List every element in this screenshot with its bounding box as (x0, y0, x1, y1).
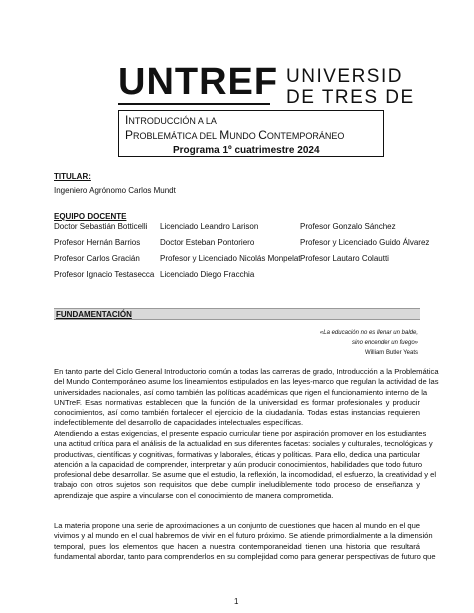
course-title-line-2 (125, 129, 344, 143)
logo-subtitle-line-1: UNIVERSID (286, 66, 403, 87)
staff-member: Profesor Carlos Gracián (54, 254, 140, 263)
text-line: universidades nacionales, así como también las políticas académicas que rigen el funcionamiento interno de la (54, 387, 428, 397)
university-logo (118, 60, 474, 110)
epigraph-line-2: sino encender un fuego» (351, 340, 418, 346)
epigraph-line-1: «La educación no es llenar un balde, (319, 330, 418, 336)
text-line: aprendizaje que aspire a vincularse con el conocimiento de manera comprometida. (54, 490, 334, 500)
text-line: La materia propone una serie de aproximaciones a un conjunto de cuestiones que hacen al mundo en el que (54, 521, 421, 530)
title-rest: UNDO (229, 131, 259, 141)
text-line: vivimos y al mundo en el cual habremos de vivir en el futuro próximo. Se atiende primordialmente a la dimensión (54, 531, 433, 541)
fundamentacion-heading-bar (54, 308, 420, 320)
text-line: profesional debe desarrollar. Se asume que el estudio, la reflexión, la incomodidad, el esfuerzo, la creatividad y el (54, 470, 437, 480)
text-line: Atendiendo a estas exigencias, el presente espacio curricular tiene por aspiración promover en los estudiantes (54, 429, 427, 438)
text-line: En tanto parte del Ciclo General Introductorio común a todas las carreras de grado, Introducción a la Problemática (54, 367, 439, 376)
course-title-box (118, 110, 384, 157)
text-line: conocimientos, así como también fortalecer el ejercicio de la ciudadanía. Todas estas instancias requieren (54, 408, 420, 418)
title-rest: ROBLEMÁTICA DEL (133, 131, 220, 141)
staff-member: Profesor Hernán Barrios (54, 238, 141, 247)
title-rest: ONTEMPORÁNEO (266, 131, 345, 141)
staff-member: Profesor Lautaro Colautti (300, 254, 389, 263)
epigraph-author: William Butler Yeats (364, 350, 418, 356)
staff-member: Doctor Esteban Pontoriero (160, 238, 255, 247)
staff-member: Licenciado Diego Fracchia (160, 270, 255, 279)
text-line: atención a la capacidad de comprender, interpretar y aún producir conocimientos, habilidades que todo futuro (54, 459, 423, 469)
title-initial: M (219, 128, 230, 142)
paragraph-2 (54, 429, 437, 501)
staff-member: Profesor Gonzalo Sánchez (300, 222, 396, 231)
text-line: trabajo con otros sujetos son requisitos que debe cumplir ineludiblemente todo proceso de enseñanza y (54, 480, 420, 490)
staff-member: Profesor Ignacio Testasecca (54, 270, 155, 279)
paragraph-3 (54, 521, 436, 562)
titular-label: TITULAR: (54, 172, 91, 181)
logo-subtitle (286, 66, 415, 108)
page-number: 1 (234, 597, 239, 606)
paragraph-1 (54, 367, 439, 429)
logo-subtitle-line-2: DE TRES DE (286, 87, 415, 108)
title-initial: I (125, 113, 129, 127)
staff-member: Licenciado Leandro Larison (160, 222, 259, 231)
staff-member: Profesor y Licenciado Nicolás Monpelat (160, 254, 301, 263)
equipo-docente-label: EQUIPO DOCENTE (54, 212, 127, 221)
titular-name: Ingeniero Agrónomo Carlos Mundt (54, 186, 176, 195)
text-line: temporal, pues los elementos que hacen a nuestra contemporaneidad tienen una historia que resultará (54, 541, 420, 551)
course-title-line-1 (125, 114, 217, 128)
text-line: productivas, científicas y cognitivas, formativas y laborales, éticas y políticas. Para ello, dedica una particular (54, 449, 420, 459)
logo-wordmark: UNTREF (118, 61, 279, 103)
text-line: una actitud crítica para el análisis de la actualidad en sus diferentes facetas: sociales y culturales, tecnológicas y (54, 439, 433, 449)
program-period: Programa 1º cuatrimestre 2024 (173, 145, 320, 156)
staff-member: Profesor y Licenciado Guido Álvarez (300, 238, 430, 247)
text-line: del Mundo Contemporáneo asume los lineamientos estipulados en las leyes-marco que regulan la actividad de las (54, 377, 439, 387)
title-initial: C (258, 128, 267, 142)
title-initial: P (125, 128, 134, 142)
logo-underline (118, 103, 270, 105)
fundamentacion-heading: FUNDAMENTACIÓN (56, 310, 132, 319)
title-rest: NTRODUCCIÓN A LA (128, 116, 217, 126)
text-line: UNTreF. Esas normativas establecen que la función de la universidad es formar profesionales y producir (54, 397, 420, 407)
staff-member: Doctor Sebastián Botticelli (54, 222, 148, 231)
text-line: fundamental abordar, tanto para comprenderlos en su complejidad como para generar perspectivas de futuro que (54, 551, 436, 561)
text-line: indefectiblemente del desarrollo de capacidades intelectuales específicas. (54, 418, 304, 428)
